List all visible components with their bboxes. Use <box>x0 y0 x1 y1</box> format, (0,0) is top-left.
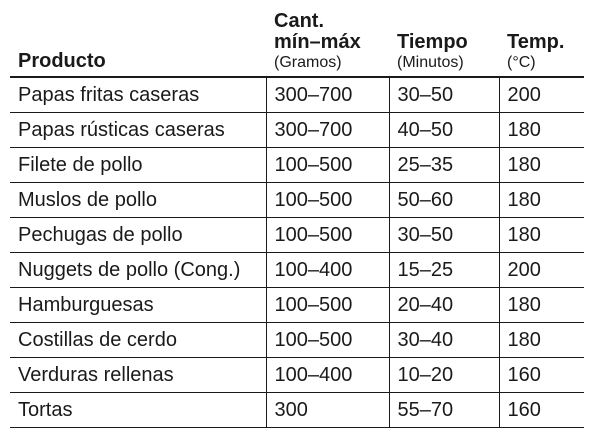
table-row <box>10 358 584 393</box>
cell-temp: 200 <box>499 253 584 288</box>
cell-time: 55–70 <box>389 393 499 428</box>
cell-temp: 180 <box>499 218 584 253</box>
cell-product: Nuggets de pollo (Cong.) <box>10 253 266 288</box>
cell-time: 30–50 <box>389 77 499 113</box>
cell-qty: 300–700 <box>266 113 389 148</box>
header-time <box>389 4 499 77</box>
cell-qty: 100–500 <box>266 218 389 253</box>
cell-temp: 180 <box>499 288 584 323</box>
cell-product: Papas rústicas caseras <box>10 113 266 148</box>
table-row <box>10 77 584 113</box>
cell-product: Verduras rellenas <box>10 358 266 393</box>
cell-qty: 100–500 <box>266 148 389 183</box>
table-row <box>10 218 584 253</box>
table-row <box>10 148 584 183</box>
header-time-unit: (Minutos) <box>397 54 464 71</box>
cell-qty: 300 <box>266 393 389 428</box>
cell-product: Muslos de pollo <box>10 183 266 218</box>
cell-time: 25–35 <box>389 148 499 183</box>
header-temp-unit: (°C) <box>507 54 536 71</box>
table-row <box>10 288 584 323</box>
table-row <box>10 253 584 288</box>
header-product: Producto <box>10 4 266 77</box>
table-row <box>10 183 584 218</box>
header-temp <box>499 4 584 77</box>
header-quantity <box>266 4 389 77</box>
cell-temp: 180 <box>499 183 584 218</box>
cell-qty: 100–400 <box>266 253 389 288</box>
cell-product: Filete de pollo <box>10 148 266 183</box>
cell-time: 20–40 <box>389 288 499 323</box>
table-row <box>10 393 584 428</box>
header-quantity-line2: mín–máx <box>274 31 361 53</box>
cell-qty: 300–700 <box>266 77 389 113</box>
cell-time: 10–20 <box>389 358 499 393</box>
header-quantity-line1: Cant. <box>274 10 324 32</box>
cell-time: 30–40 <box>389 323 499 358</box>
cell-time: 40–50 <box>389 113 499 148</box>
cell-product: Papas fritas caseras <box>10 77 266 113</box>
header-quantity-unit: (Gramos) <box>274 54 342 71</box>
header-temp-label: Temp. <box>507 31 565 53</box>
cell-qty: 100–500 <box>266 183 389 218</box>
cell-product: Pechugas de pollo <box>10 218 266 253</box>
table-row <box>10 113 584 148</box>
header-row <box>10 4 584 77</box>
cell-temp: 180 <box>499 148 584 183</box>
cell-temp: 180 <box>499 113 584 148</box>
cell-temp: 160 <box>499 358 584 393</box>
cell-product: Costillas de cerdo <box>10 323 266 358</box>
cell-product: Hamburguesas <box>10 288 266 323</box>
cell-qty: 100–500 <box>266 288 389 323</box>
cell-time: 30–50 <box>389 218 499 253</box>
cell-temp: 200 <box>499 77 584 113</box>
cell-temp: 160 <box>499 393 584 428</box>
cell-product: Tortas <box>10 393 266 428</box>
cell-qty: 100–400 <box>266 358 389 393</box>
header-time-label: Tiempo <box>397 31 468 53</box>
cooking-table <box>10 4 584 428</box>
cell-time: 15–25 <box>389 253 499 288</box>
cell-temp: 180 <box>499 323 584 358</box>
cell-time: 50–60 <box>389 183 499 218</box>
table-row <box>10 323 584 358</box>
cell-qty: 100–500 <box>266 323 389 358</box>
